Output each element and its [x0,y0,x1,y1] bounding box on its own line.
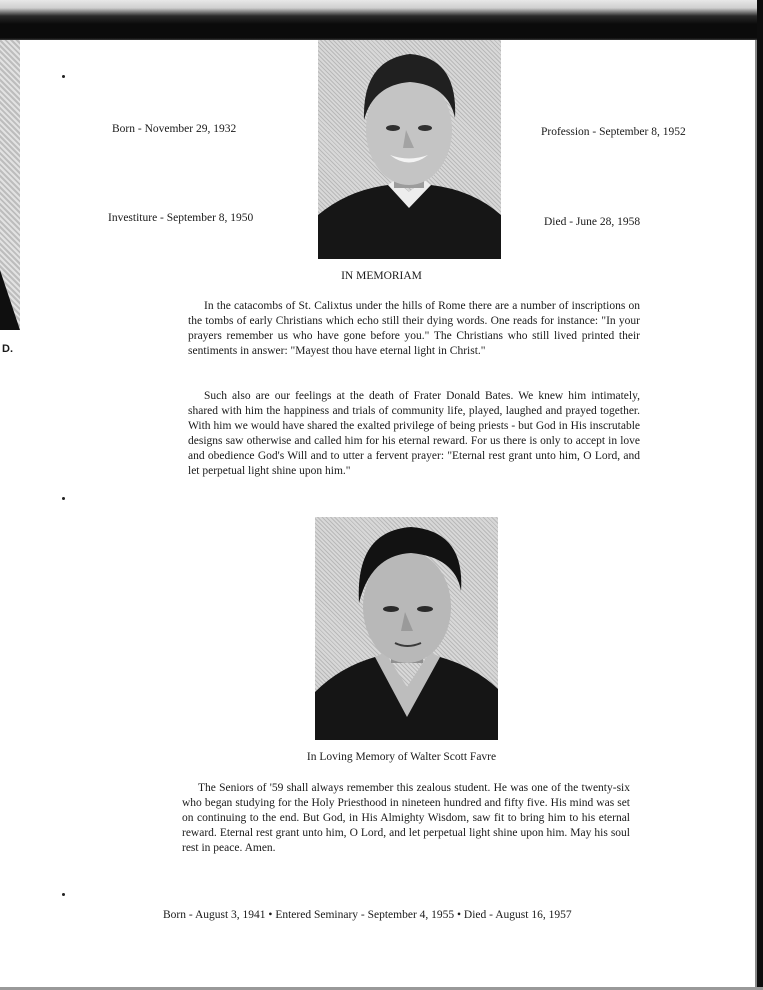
dates-footer: Born - August 3, 1941 • Entered Seminary - September 4, 1955 • Died - August 16, 1957 [163,909,572,921]
memoriam-paragraph-2: Such also are our feelings at the death of Frater Donald Bates. We knew him intimately, shared with him the happiness and trials of community life, played, laughed and prayed together. With him we would have shared the exalted privilege of being priests - but God in His inscrutable designs saw otherwise and called him for his eternal reward. For us there is only to accept in love and obedience God's Will and to utter a fervent prayer: "Eternal rest grant unto him, O Lord, and let perpetual light shine upon him." [188,390,640,477]
margin-speck [62,893,65,896]
loving-memory-heading: In Loving Memory of Walter Scott Favre [306,751,497,763]
died-date: Died - June 28, 1958 [544,216,641,228]
portrait-photo-walter-scott-favre [315,517,498,740]
scan-right-shadow [755,40,757,990]
memory-paragraph: The Seniors of '59 shall always remember this zealous student. He was one of the twenty-six who began studying for the Holy Priesthood in nineteen hundred and fifty five. His mind was set on continuing to the end. But God, in His Almighty Wisdom, saw fit to bring him to his eternal reward. Eternal rest grant unto him, O Lord, and let perpetual light shine upon him. May his soul rest in peace. Amen. [182,782,630,854]
in-memoriam-heading: IN MEMORIAM [341,270,422,282]
born-date: Born - November 29, 1932 [112,123,237,135]
scan-top-border [0,0,763,40]
memoriam-paragraph-1: In the catacombs of St. Calixtus under the hills of Rome there are a number of inscriptions on the tombs of early Christians which echo still their dying words. One reads for instance: "In your prayers remember us who have gone before you." The Christians who still lived printed their sentiments in answer: "Mayest thou have eternal light in Christ." [188,300,640,357]
investiture-date: Investiture - September 8, 1950 [108,212,254,224]
portrait-figure [315,517,498,740]
portrait-photo-donald-bates [318,40,501,259]
adjacent-page-letter: D. [2,343,13,355]
portrait-figure [318,40,501,259]
margin-speck [62,497,65,500]
scan-right-border [757,0,763,990]
profession-date: Profession - September 8, 1952 [541,126,686,138]
margin-speck [62,75,65,78]
